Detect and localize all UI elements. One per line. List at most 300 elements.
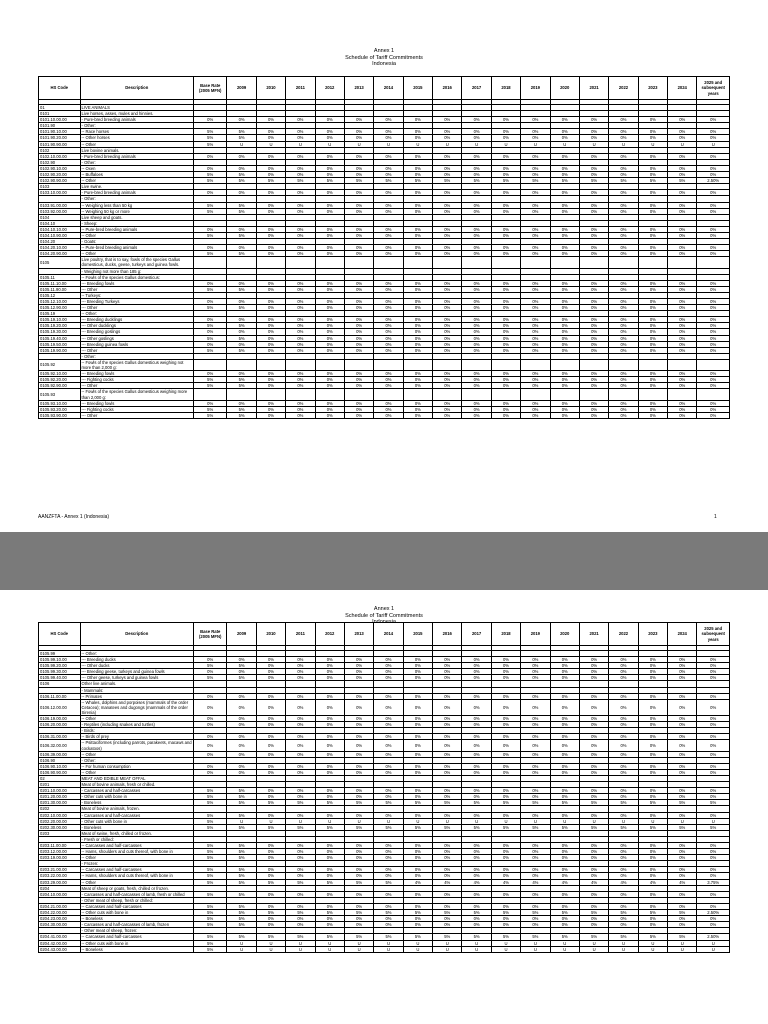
table-header-row <box>39 77 730 100</box>
rate-cell: 0% <box>491 341 520 347</box>
rate-cell: 0% <box>638 916 667 922</box>
rate-cell: 0% <box>638 245 667 251</box>
rate-cell <box>256 359 285 370</box>
rate-cell: 5% <box>668 178 697 184</box>
rate-cell: 0% <box>579 843 608 849</box>
rate-cell: 0% <box>668 769 697 775</box>
rate-cell: 4% <box>403 879 432 885</box>
column-header: 2024 <box>668 77 697 100</box>
rate-cell: 0% <box>344 117 373 123</box>
rate-cell: 0% <box>433 129 462 135</box>
rate-cell: U <box>521 946 550 952</box>
rate-cell: 0% <box>227 763 256 769</box>
rate-cell <box>638 389 667 400</box>
rate-cell: 0% <box>462 922 491 928</box>
description-cell: LIVE ANIMALS <box>80 105 193 111</box>
rate-cell: 0% <box>256 675 285 681</box>
rate-cell: 0% <box>403 406 432 412</box>
rate-cell: 0% <box>403 202 432 208</box>
description-cell: - Other cuts with bone in <box>80 818 193 824</box>
rate-cell: 0% <box>697 812 730 818</box>
rate-cell: 5% <box>227 794 256 800</box>
rate-cell: 5% <box>256 910 285 916</box>
description-cell: - Pure-bred breeding animals <box>80 190 193 196</box>
rate-cell: 0% <box>227 693 256 699</box>
rate-cell: 0% <box>374 335 403 341</box>
column-header: 2011 <box>286 77 315 100</box>
rate-cell: 0% <box>286 305 315 311</box>
rate-cell: 0% <box>433 891 462 897</box>
rate-cell: 0% <box>344 740 373 751</box>
rate-cell: 0% <box>227 716 256 722</box>
rate-cell: 0% <box>609 329 638 335</box>
rate-cell: 0% <box>194 769 227 775</box>
rate-cell: 0% <box>256 922 285 928</box>
rate-cell: 0% <box>194 153 227 159</box>
column-header: 2020 <box>550 623 579 646</box>
rate-cell: 0% <box>521 769 550 775</box>
rate-cell: 0% <box>521 232 550 238</box>
rate-cell: 0% <box>374 855 403 861</box>
rate-cell: 0% <box>638 335 667 341</box>
rate-cell <box>374 389 403 400</box>
rate-cell: 0% <box>638 669 667 675</box>
rate-cell: 0% <box>315 903 344 909</box>
description-cell: -- Oxen <box>80 165 193 171</box>
rate-cell: 0% <box>433 855 462 861</box>
rate-cell: 0% <box>638 208 667 214</box>
rate-cell: 0% <box>403 722 432 728</box>
rate-cell: 0% <box>550 406 579 412</box>
rate-cell: 0% <box>697 734 730 740</box>
rate-cell: U <box>227 946 256 952</box>
rate-cell: 0% <box>668 245 697 251</box>
rate-cell: 0% <box>668 716 697 722</box>
rate-cell: 0% <box>315 891 344 897</box>
hs-code-cell: 0105.93 <box>39 389 81 400</box>
rate-cell: 5% <box>286 800 315 806</box>
rate-cell: 0% <box>462 383 491 389</box>
rate-cell: 0% <box>374 202 403 208</box>
description-cell: -- Primates <box>80 693 193 699</box>
rate-cell: 5% <box>256 879 285 885</box>
rate-cell: 0% <box>286 751 315 757</box>
rate-cell: 0% <box>579 377 608 383</box>
rate-cell: 0% <box>491 751 520 757</box>
description-cell: -- Other <box>80 879 193 885</box>
rate-cell: 0% <box>609 299 638 305</box>
rate-cell: 0% <box>638 734 667 740</box>
rate-cell: 0% <box>609 843 638 849</box>
column-header: 2023 <box>638 623 667 646</box>
rate-cell: 0% <box>315 734 344 740</box>
rate-cell: 0% <box>550 400 579 406</box>
rate-cell: 0% <box>403 135 432 141</box>
rate-cell: 0% <box>256 734 285 740</box>
hs-code-cell: 0105.11.90.00 <box>39 286 81 292</box>
description-cell: --- Other goslings <box>80 335 193 341</box>
hs-code-cell: 0105.93.10.00 <box>39 400 81 406</box>
rate-cell: 0% <box>579 317 608 323</box>
rate-cell: 0% <box>697 329 730 335</box>
rate-cell: 5% <box>227 129 256 135</box>
rate-cell: 5% <box>403 934 432 940</box>
rate-cell: 5% <box>227 383 256 389</box>
rate-cell: 0% <box>462 329 491 335</box>
rate-cell: U <box>256 946 285 952</box>
rate-cell: 0% <box>344 347 373 353</box>
description-cell: - Mammals: <box>80 687 193 693</box>
rate-cell: 0% <box>638 922 667 928</box>
rate-cell: U <box>638 946 667 952</box>
rate-cell: 0% <box>579 329 608 335</box>
rate-cell: 0% <box>550 751 579 757</box>
rate-cell: 0% <box>697 903 730 909</box>
rate-cell: 0% <box>609 305 638 311</box>
rate-cell: U <box>286 818 315 824</box>
rate-cell: 0% <box>433 226 462 232</box>
rate-cell: 0% <box>433 849 462 855</box>
rate-cell: 0% <box>344 286 373 292</box>
rate-cell: 0% <box>550 371 579 377</box>
rate-cell: 5% <box>227 232 256 238</box>
rate-cell: 0% <box>697 657 730 663</box>
rate-cell: 5% <box>227 879 256 885</box>
rate-cell: 0% <box>668 669 697 675</box>
rate-cell: 0% <box>194 226 227 232</box>
rate-cell: 0% <box>550 843 579 849</box>
rate-cell: U <box>579 141 608 147</box>
rate-cell: 0% <box>344 245 373 251</box>
hs-code-cell: 0106.39.00.00 <box>39 751 81 757</box>
rate-cell: 0% <box>638 891 667 897</box>
hs-code-cell: 0105.99.10.00 <box>39 657 81 663</box>
rate-cell: 0% <box>286 763 315 769</box>
description-cell: -- Other <box>80 232 193 238</box>
description-cell: -- Turkeys: <box>80 292 193 298</box>
rate-cell: U <box>344 141 373 147</box>
rate-cell: 5% <box>579 934 608 940</box>
description-cell: --- Breeding fowls <box>80 400 193 406</box>
rate-cell: 0% <box>403 916 432 922</box>
rate-cell: 5% <box>403 800 432 806</box>
rate-cell: 0% <box>315 299 344 305</box>
rate-cell: 5% <box>227 323 256 329</box>
rate-cell: 5% <box>227 135 256 141</box>
rate-cell: 0% <box>433 341 462 347</box>
rate-cell: 0% <box>668 317 697 323</box>
rate-cell: 0% <box>550 226 579 232</box>
rate-cell: 0% <box>521 740 550 751</box>
rate-cell: 0% <box>286 675 315 681</box>
description-cell: - Goats: <box>80 239 193 245</box>
rate-cell: 0% <box>697 699 730 715</box>
rate-cell: 5% <box>462 934 491 940</box>
rate-cell: 0% <box>403 855 432 861</box>
rate-cell: 0% <box>374 699 403 715</box>
rate-cell: 0% <box>256 716 285 722</box>
description-cell: --- Other <box>80 412 193 418</box>
column-header: Description <box>80 77 193 100</box>
rate-cell: 0% <box>315 873 344 879</box>
rate-cell: 5% <box>462 178 491 184</box>
rate-cell: 0% <box>579 208 608 214</box>
rate-cell: 5% <box>194 208 227 214</box>
rate-cell: 5% <box>194 335 227 341</box>
rate-cell: 5% <box>491 910 520 916</box>
rate-cell: 5% <box>194 178 227 184</box>
rate-cell: 0% <box>462 172 491 178</box>
rate-cell <box>403 389 432 400</box>
rate-cell: 0% <box>521 849 550 855</box>
rate-cell: 0% <box>697 763 730 769</box>
hs-code-cell: 0204.10.00.00 <box>39 891 81 897</box>
rate-cell: 0% <box>462 280 491 286</box>
rate-cell: 0% <box>403 251 432 257</box>
description-cell: -- Other <box>80 178 193 184</box>
rate-cell: 0% <box>462 843 491 849</box>
rate-cell: 0% <box>227 117 256 123</box>
rate-cell: 0% <box>286 377 315 383</box>
rate-cell: 0% <box>697 251 730 257</box>
rate-cell: 5% <box>550 824 579 830</box>
column-header: Base Rate (2005 MFN) <box>194 77 227 100</box>
rate-cell: 0% <box>609 769 638 775</box>
rate-cell: 5% <box>194 202 227 208</box>
rate-cell: 0% <box>315 341 344 347</box>
description-cell: - Reptiles (including snakes and turtles) <box>80 722 193 728</box>
rate-cell: 0% <box>344 371 373 377</box>
table-row <box>39 740 730 751</box>
rate-cell: 0% <box>521 172 550 178</box>
rate-cell: 0% <box>638 251 667 257</box>
hs-code-cell: 0105.19.50.00 <box>39 341 81 347</box>
rate-cell: 5% <box>194 843 227 849</box>
rate-cell: 0% <box>638 190 667 196</box>
rate-cell: 0% <box>638 232 667 238</box>
rate-cell: 5% <box>550 934 579 940</box>
hs-code-cell: 0106.31.00.00 <box>39 734 81 740</box>
rate-cell <box>194 389 227 400</box>
rate-cell: 0% <box>550 208 579 214</box>
rate-cell: 5% <box>433 934 462 940</box>
rate-cell: 0% <box>550 202 579 208</box>
rate-cell: 0% <box>403 305 432 311</box>
rate-cell: 0% <box>697 722 730 728</box>
rate-cell: U <box>227 141 256 147</box>
rate-cell <box>609 257 638 268</box>
rate-cell <box>403 359 432 370</box>
rate-cell: 0% <box>638 383 667 389</box>
rate-cell: 0% <box>462 406 491 412</box>
rate-cell: 0% <box>433 232 462 238</box>
rate-cell: 5% <box>227 178 256 184</box>
rate-cell: 0% <box>638 129 667 135</box>
table-row <box>39 412 730 418</box>
rate-cell: U <box>638 141 667 147</box>
rate-cell: 0% <box>374 377 403 383</box>
rate-cell: 0% <box>462 129 491 135</box>
rate-cell <box>315 257 344 268</box>
rate-cell: 0% <box>256 286 285 292</box>
rate-cell: 0% <box>521 412 550 418</box>
rate-cell: U <box>491 818 520 824</box>
rate-cell: 0% <box>194 329 227 335</box>
rate-cell: 0% <box>579 299 608 305</box>
rate-cell: 5% <box>491 178 520 184</box>
rate-cell: 0% <box>609 903 638 909</box>
annex-title: Annex 1 <box>373 48 395 54</box>
rate-cell: 0% <box>256 788 285 794</box>
rate-cell: 5% <box>227 812 256 818</box>
rate-cell: 0% <box>668 208 697 214</box>
rate-cell: 0% <box>638 675 667 681</box>
hs-code-cell: 0102.90 <box>39 159 81 165</box>
rate-cell: 0% <box>256 226 285 232</box>
column-header: Base Rate (2005 MFN) <box>194 623 227 646</box>
rate-cell: 0% <box>550 347 579 353</box>
rate-cell: 0% <box>521 891 550 897</box>
description-cell: - Boneless <box>80 824 193 830</box>
rate-cell: 0% <box>403 751 432 757</box>
rate-cell: 0% <box>638 153 667 159</box>
rate-cell: 5% <box>609 824 638 830</box>
rate-cell: 0% <box>462 873 491 879</box>
rate-cell: 0% <box>315 922 344 928</box>
description-cell: --- Breeding goslings <box>80 329 193 335</box>
rate-cell: 0% <box>315 226 344 232</box>
rate-cell: 0% <box>374 812 403 818</box>
rate-cell: 0% <box>286 371 315 377</box>
rate-cell <box>344 359 373 370</box>
column-header: 2021 <box>579 77 608 100</box>
rate-cell: 0% <box>638 323 667 329</box>
rate-cell: 0% <box>374 317 403 323</box>
rate-cell: 0% <box>374 135 403 141</box>
rate-cell: 0% <box>491 251 520 257</box>
rate-cell: 0% <box>194 716 227 722</box>
rate-cell: 0% <box>315 335 344 341</box>
rate-cell: 0% <box>194 693 227 699</box>
rate-cell: 0% <box>286 117 315 123</box>
rate-cell: 0% <box>697 305 730 311</box>
rate-cell: 5% <box>227 305 256 311</box>
rate-cell: 5% <box>227 934 256 940</box>
rate-cell: 0% <box>521 251 550 257</box>
description-cell: -- Pure-bred breeding animals <box>80 226 193 232</box>
rate-cell: 0% <box>579 922 608 928</box>
rate-cell: 5% <box>491 800 520 806</box>
rate-cell: 0% <box>668 371 697 377</box>
hs-code-cell: 0101.90.90.00 <box>39 141 81 147</box>
rate-cell: 0% <box>433 202 462 208</box>
rate-cell: 0% <box>403 280 432 286</box>
rate-cell: 0% <box>638 722 667 728</box>
rate-cell: U <box>374 818 403 824</box>
rate-cell: 0% <box>433 153 462 159</box>
rate-cell: 0% <box>609 323 638 329</box>
description-cell: Meat of bovine animals, fresh or chilled. <box>80 782 193 788</box>
rate-cell: 0% <box>668 383 697 389</box>
rate-cell: 0% <box>256 383 285 389</box>
rate-cell: 0% <box>344 855 373 861</box>
description-cell: Meat of sheep or goats, fresh, chilled or frozen. <box>80 885 193 891</box>
rate-cell: U <box>462 940 491 946</box>
description-cell: --- Other <box>80 305 193 311</box>
rate-cell: 0% <box>403 377 432 383</box>
rate-cell: 0% <box>609 377 638 383</box>
rate-cell: 0% <box>491 699 520 715</box>
rate-cell: 0% <box>286 286 315 292</box>
rate-cell: 5% <box>697 824 730 830</box>
rate-cell: 0% <box>697 335 730 341</box>
rate-cell: 5% <box>194 867 227 873</box>
rate-cell: 0% <box>256 843 285 849</box>
rate-cell: U <box>315 818 344 824</box>
rate-cell: 0% <box>579 903 608 909</box>
table-header-row <box>39 623 730 646</box>
rate-cell: U <box>433 141 462 147</box>
rate-cell: 0% <box>550 873 579 879</box>
rate-cell <box>194 257 227 268</box>
rate-cell: 0% <box>286 383 315 389</box>
rate-cell: 0% <box>697 383 730 389</box>
rate-cell: 0% <box>433 165 462 171</box>
rate-cell: U <box>256 940 285 946</box>
rate-cell: 0% <box>403 699 432 715</box>
rate-cell: 0% <box>286 769 315 775</box>
rate-cell: 0% <box>315 751 344 757</box>
rate-cell: 0% <box>462 763 491 769</box>
rate-cell: 0% <box>668 226 697 232</box>
rate-cell: 5% <box>194 873 227 879</box>
hs-code-cell: 0202.10.00.00 <box>39 812 81 818</box>
rate-cell: 0% <box>403 245 432 251</box>
rate-cell: 0% <box>256 769 285 775</box>
rate-cell: 0% <box>521 323 550 329</box>
rate-cell: 0% <box>491 716 520 722</box>
rate-cell: 0% <box>579 675 608 681</box>
rate-cell: 0% <box>521 916 550 922</box>
rate-cell: 0% <box>315 400 344 406</box>
description-cell: -- Other cuts with bone in <box>80 940 193 946</box>
rate-cell: 0% <box>227 734 256 740</box>
hs-code-cell: 0204.41.00.00 <box>39 934 81 940</box>
rate-cell: 0% <box>579 722 608 728</box>
hs-code-cell: 0105 <box>39 257 81 268</box>
rate-cell: 0% <box>286 916 315 922</box>
rate-cell: 0% <box>521 693 550 699</box>
rate-cell: 0% <box>609 734 638 740</box>
rate-cell: U <box>462 141 491 147</box>
rate-cell: 0% <box>579 305 608 311</box>
rate-cell: 0% <box>579 867 608 873</box>
hs-code-cell: 0105.92.90.00 <box>39 383 81 389</box>
hs-code-cell: 0106 <box>39 681 81 687</box>
rate-cell: 0% <box>668 299 697 305</box>
hs-code-cell: 0103.92.00.00 <box>39 208 81 214</box>
rate-cell: 0% <box>256 347 285 353</box>
rate-cell: 0% <box>491 317 520 323</box>
rate-cell: 0% <box>433 663 462 669</box>
rate-cell: 0% <box>286 663 315 669</box>
rate-cell: 0% <box>462 794 491 800</box>
rate-cell: U <box>609 141 638 147</box>
rate-cell: 0% <box>403 843 432 849</box>
rate-cell: 0% <box>256 903 285 909</box>
rate-cell: 0% <box>194 245 227 251</box>
rate-cell: 0% <box>521 129 550 135</box>
